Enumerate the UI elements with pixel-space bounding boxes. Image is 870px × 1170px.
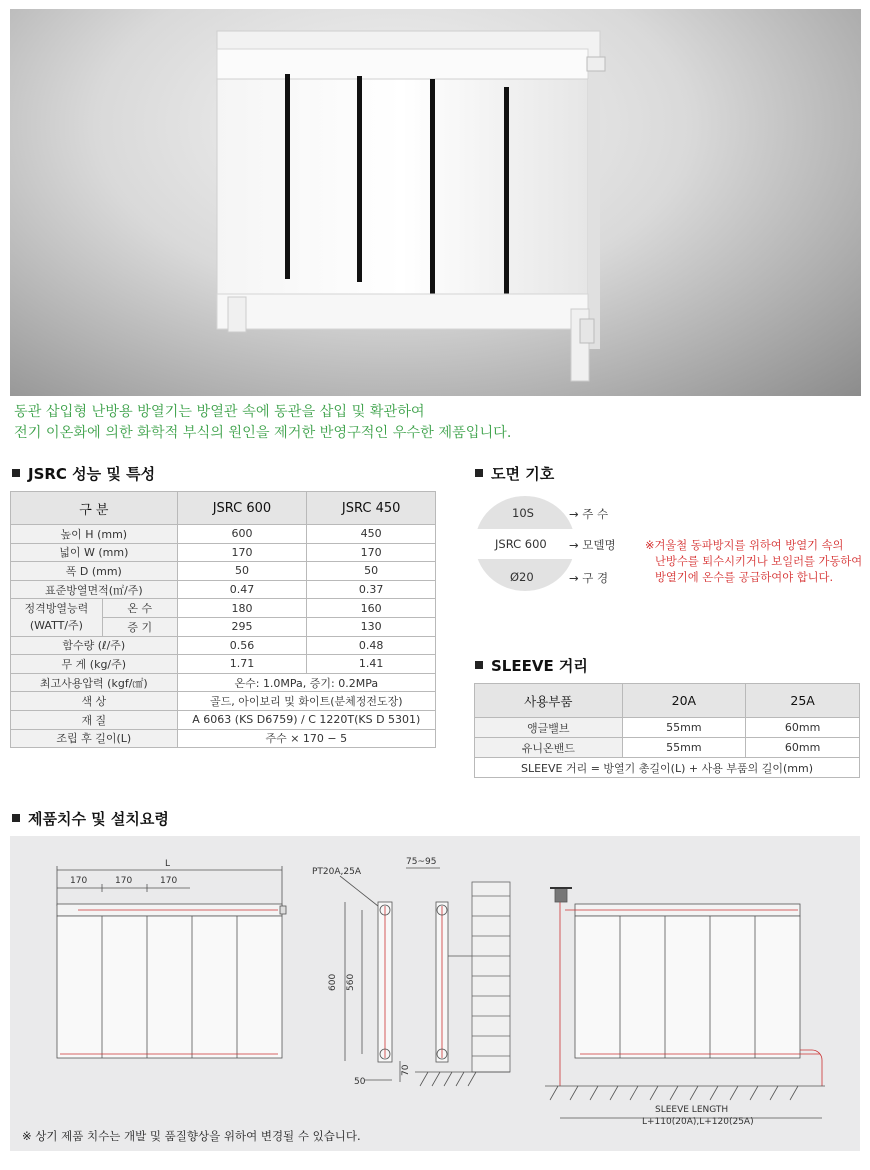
- front-view: [57, 859, 286, 1058]
- table-cell: 180: [177, 599, 307, 618]
- table-cell: 50: [177, 562, 307, 581]
- row-label-capacity: 정격방열능력 (WATT/주): [11, 599, 103, 636]
- sleeve-formula: SLEEVE 거리 = 방열기 총길이(L) + 사용 부품의 길이(mm): [475, 758, 860, 778]
- bullet-square-icon: [12, 814, 20, 822]
- sleeve-length-label: SLEEVE LENGTH: [655, 1105, 729, 1115]
- table-cell: 55mm: [622, 738, 746, 758]
- dim-75-95: 75~95: [406, 857, 437, 867]
- table-cell: 450: [307, 525, 436, 544]
- intro-line-1: 동관 삽입형 난방용 방열기는 방열관 속에 동관을 삽입 및 확관하여: [14, 404, 425, 420]
- bullet-square-icon: [12, 469, 20, 477]
- table-cell: A 6063 (KS D6759) / C 1220T(KS D 5301): [177, 710, 435, 729]
- row-sublabel: 온 수: [102, 599, 177, 618]
- table-header-cell: 구 분: [11, 492, 178, 525]
- table-header-row: [11, 492, 436, 525]
- table-cell: 130: [307, 617, 436, 636]
- row-label: 재 질: [11, 710, 178, 729]
- row-label: 조립 후 길이(L): [11, 729, 178, 748]
- table-cell: 골드, 아이보리 및 화이트(분체정전도장): [177, 692, 435, 711]
- table-cell: 60mm: [746, 718, 860, 738]
- spec-table: [10, 491, 436, 748]
- table-row: [11, 710, 436, 729]
- dim-170-c: 170: [160, 876, 178, 886]
- winter-warning: ※겨울철 동파방지를 위하여 방열기 속의 난방수를 퇴수시키거나 보일러를 가동하여 방열기에 온수를 공급하여야 합니다.: [645, 539, 863, 584]
- sleeve-section-title: SLEEVE 거리: [475, 655, 588, 676]
- table-row: [11, 729, 436, 748]
- table-row: [11, 655, 436, 674]
- table-cell: 0.37: [307, 580, 436, 599]
- table-row: [475, 758, 860, 778]
- table-header-cell: 25A: [746, 684, 860, 718]
- table-row: [475, 738, 860, 758]
- symbol-top-label: → 주 수: [569, 507, 609, 521]
- row-label: 유니온밴드: [475, 738, 623, 758]
- table-cell: 60mm: [746, 738, 860, 758]
- product-photo: [10, 9, 861, 396]
- row-label: 폭 D (mm): [11, 562, 178, 581]
- install-section-title: 제품치수 및 설치요령: [12, 808, 169, 829]
- installation-drawing: [10, 836, 860, 1151]
- row-sublabel: 증 기: [102, 617, 177, 636]
- dim-560: 560: [346, 973, 356, 991]
- sleeve-length-formula: L+110(20A),L+120(25A): [642, 1117, 754, 1127]
- row-label: 함수량 (ℓ/주): [11, 636, 178, 655]
- table-row: [11, 525, 436, 544]
- table-cell: 1.71: [177, 655, 307, 674]
- table-cell: 55mm: [622, 718, 746, 738]
- table-row: [11, 692, 436, 711]
- dim-50: 50: [354, 1077, 366, 1087]
- table-row: [11, 543, 436, 562]
- table-cell: 50: [307, 562, 436, 581]
- dim-170-a: 170: [70, 876, 88, 886]
- table-row: [475, 718, 860, 738]
- row-label: 최고사용압력 (kgf/㎠): [11, 673, 178, 692]
- dim-70: 70: [401, 1064, 411, 1076]
- table-cell: 170: [307, 543, 436, 562]
- bullet-square-icon: [475, 661, 483, 669]
- table-cell: 170: [177, 543, 307, 562]
- pt-label: PT20A,25A: [312, 867, 362, 877]
- table-cell: 0.47: [177, 580, 307, 599]
- table-cell: 160: [307, 599, 436, 618]
- intro-text: [14, 402, 511, 444]
- table-cell: 0.48: [307, 636, 436, 655]
- row-label: 색 상: [11, 692, 178, 711]
- table-cell: 주수 × 170 − 5: [177, 729, 435, 748]
- table-row: [11, 562, 436, 581]
- dim-L: L: [165, 859, 171, 869]
- dim-170-b: 170: [115, 876, 133, 886]
- table-cell: 1.41: [307, 655, 436, 674]
- bullet-square-icon: [475, 469, 483, 477]
- dim-600: 600: [328, 973, 338, 991]
- table-header-row: [475, 684, 860, 718]
- side-view: [312, 857, 510, 1087]
- footnote: ※ 상기 제품 치수는 개발 및 품질향상을 위하여 변경될 수 있습니다.: [22, 1129, 361, 1143]
- sleeve-table: [474, 683, 860, 778]
- spec-section-title: JSRC 성능 및 특성: [12, 463, 155, 484]
- intro-line-2: 전기 이온화에 의한 화학적 부식의 원인을 제거한 반영구적인 우수한 제품입니다.: [14, 425, 512, 441]
- row-label: 표준방열면적(㎡/주): [11, 580, 178, 599]
- table-header-cell: 20A: [622, 684, 746, 718]
- install-view: [545, 888, 825, 1127]
- table-row: [11, 636, 436, 655]
- row-label: 무 게 (kg/주): [11, 655, 178, 674]
- table-cell: 온수: 1.0MPa, 증기: 0.2MPa: [177, 673, 435, 692]
- table-row: [11, 599, 436, 618]
- row-label: 높이 H (mm): [11, 525, 178, 544]
- table-header-cell: JSRC 600: [177, 492, 307, 525]
- symbol-bottom-value: Ø20: [510, 570, 534, 584]
- table-header-cell: JSRC 450: [307, 492, 436, 525]
- symbol-bottom-label: → 구 경: [569, 571, 609, 585]
- symbol-top-value: 10S: [512, 506, 534, 520]
- symbol-mid-label: → 모델명: [569, 538, 616, 552]
- table-header-cell: 사용부품: [475, 684, 623, 718]
- table-cell: 295: [177, 617, 307, 636]
- table-cell: 0.56: [177, 636, 307, 655]
- row-label: 넓이 W (mm): [11, 543, 178, 562]
- symbol-section-title: 도면 기호: [475, 463, 554, 484]
- table-row: [11, 580, 436, 599]
- row-label: 앵글밸브: [475, 718, 623, 738]
- symbol-mid-value: JSRC 600: [495, 537, 547, 551]
- table-row: [11, 673, 436, 692]
- table-cell: 600: [177, 525, 307, 544]
